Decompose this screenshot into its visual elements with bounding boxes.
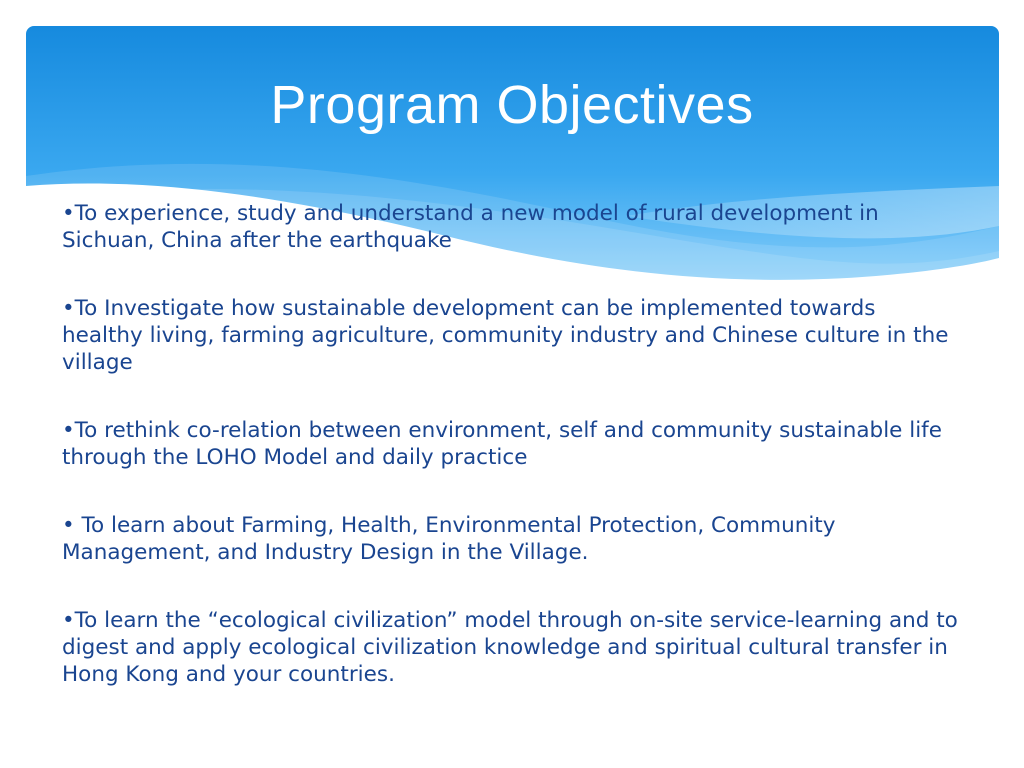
list-item: • To learn about Farming, Health, Environmental Protection, Community Management, and Industry Design in the Village. — [62, 513, 836, 565]
list-item: •To Investigate how sustainable development can be implemented towards healthy living, farming agriculture, community industry and Chinese culture in the village — [62, 296, 949, 375]
slide-title: Program Objectives — [270, 75, 754, 135]
objectives-list — [62, 200, 962, 688]
list-item: •To rethink co-relation between environment, self and community sustainable life through the LOHO Model and daily practice — [62, 418, 942, 470]
list-item: •To experience, study and understand a new model of rural development in Sichuan, China after the earthquake — [62, 201, 879, 253]
list-item: •To learn the “ecological civilization” model through on-site service-learning and to digest and apply ecological civilization knowledge and spiritual cultural transfer in Hong Kong and your countries. — [62, 608, 958, 687]
